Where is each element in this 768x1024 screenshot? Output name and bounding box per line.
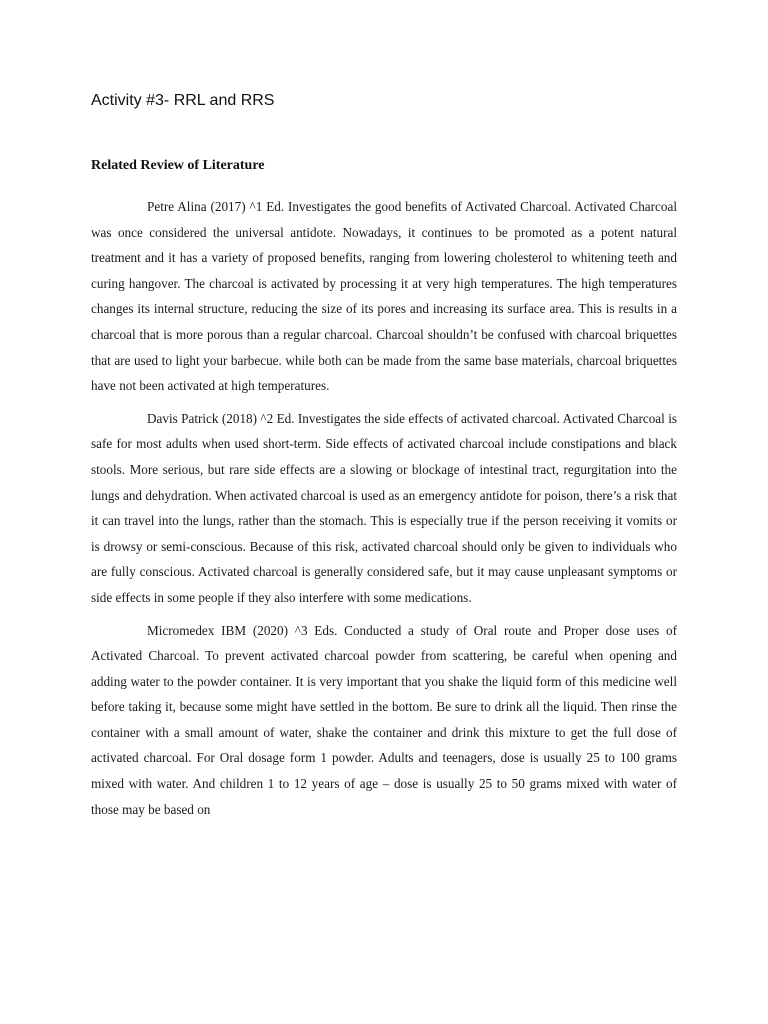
document-body <box>91 194 677 829</box>
document-title: Activity #3- RRL and RRS <box>91 92 275 109</box>
paragraph-davis-patrick: Davis Patrick (2018) ^2 Ed. Investigates the side effects of activated charcoal. Activated Charcoal is safe for most adults when used short-term. Side effects of activated charcoal include constipations and black stools. More serious, but rare side effects are a slowing or blockage of intestinal tract, regurgitation into the lungs and dehydration. When activated charcoal is used as an emergency antidote for poison, there’s a risk that it can travel into the lungs, rather than the stomach. This is especially true if the person receiving it vomits or is drowsy or semi-conscious. Because of this risk, activated charcoal should only be given to individuals who are fully conscious. Activated charcoal is generally considered safe, but it may cause unpleasant symptoms or side effects in some people if they also interfere with some medications. <box>91 410 677 605</box>
paragraph-petre-alina: Petre Alina (2017) ^1 Ed. Investigates the good benefits of Activated Charcoal. Activated Charcoal was once considered the universal antidote. Nowadays, it continues to be promoted as a potent natural treatment and it has a variety of proposed benefits, ranging from lowering cholesterol to whitening teeth and curing hangover. The charcoal is activated by processing it at very high temperatures. The high temperatures changes its internal structure, reducing the size of its pores and increasing its surface area. This is results in a charcoal that is more porous than a regular charcoal. Charcoal shouldn’t be confused with charcoal briquettes that are used to light your barbecue. while both can be made from the same base materials, charcoal briquettes have not been activated at high temperatures. <box>91 199 677 394</box>
section-heading: Related Review of Literature <box>91 158 265 173</box>
paragraph-micromedex-ibm: Micromedex IBM (2020) ^3 Eds. Conducted a study of Oral route and Proper dose uses of Activated Charcoal. To prevent activated charcoal powder from scattering, be careful when opening and adding water to the powder container. It is very important that you shake the liquid form of this medicine well before taking it, because some might have settled in the bottom. Be sure to drink all the liquid. Then rinse the container with a small amount of water, shake the container and drink this mixture to get the full dose of activated charcoal. For Oral dosage form 1 powder. Adults and teenagers, dose is usually 25 to 100 grams mixed with water. And children 1 to 12 years of age – dose is usually 25 to 50 grams mixed with water of those may be based on <box>91 622 677 817</box>
